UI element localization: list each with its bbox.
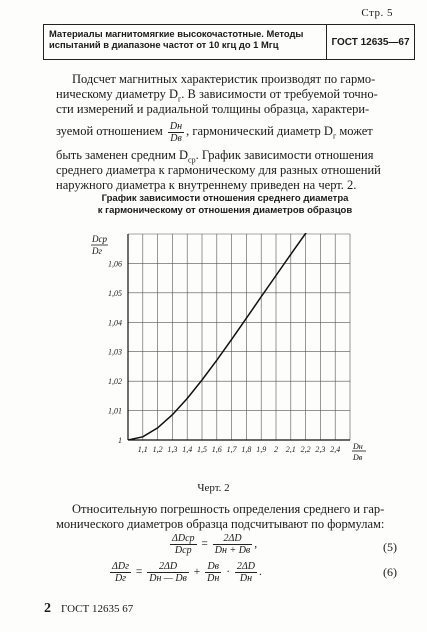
x-tick-label: 1,2 <box>152 445 163 454</box>
x-tick-label: 1,5 <box>197 445 207 454</box>
f6-term2 <box>205 561 221 584</box>
x-tick-label: 2,4 <box>330 445 341 454</box>
x-tick-label: 1,3 <box>167 445 178 454</box>
x-tick-label: 1,6 <box>211 445 222 454</box>
p1-line4-c: может <box>336 124 373 138</box>
formula-5 <box>168 533 257 556</box>
f6-t1-den: Dн — Dв <box>149 573 187 584</box>
f6-t3-den: Dн <box>239 573 253 584</box>
x-tick-label: 2,2 <box>300 445 311 454</box>
y-axis-label-den: Dг <box>92 246 103 256</box>
p1-line5-rest: . График зависимости отношения <box>195 148 374 162</box>
f5-rhs-den: Dн + Dв <box>214 545 251 556</box>
paragraph-1-line7: наружного диаметра к внутреннему приведен на черт. 2. <box>56 178 357 192</box>
f5-lhs <box>170 533 197 556</box>
paragraph-1-line6: среднего диаметра к гармоническому для разных отношений <box>56 163 381 177</box>
f6-t2-den: Dн <box>207 573 220 584</box>
footer-standard: ГОСТ 12635 67 <box>61 603 134 615</box>
page-footer <box>44 601 133 617</box>
f5-lhs-den: Dср <box>174 545 192 556</box>
p1-line5-sub: ср <box>188 155 196 165</box>
x-tick-label: 2,3 <box>315 445 326 454</box>
chart-axes <box>128 234 350 440</box>
x-tick-label: 1,7 <box>226 445 237 454</box>
paragraph-1-line1: Подсчет магнитных характеристик производят по гармо- <box>72 72 376 86</box>
x-tick-label: 1,9 <box>256 445 267 454</box>
document-header <box>43 24 415 60</box>
formula-6 <box>108 561 262 584</box>
y-tick-label: 1,04 <box>108 318 122 328</box>
x-tick-label: 2,1 <box>285 445 296 454</box>
chart-title-line2: к гармоническому от отношения диаметров образцов <box>97 205 353 216</box>
chart-title-line1: График зависимости отношения среднего диаметра <box>101 193 349 204</box>
f5-rhs-num: 2ΔD <box>213 533 253 545</box>
x-axis-label-den: Dв <box>353 453 363 462</box>
f6-t1-num: 2ΔD <box>147 561 189 573</box>
p1-line4-b: , гармонический диаметр D <box>186 124 333 138</box>
f6-plus: + <box>193 566 201 579</box>
figure-caption: Черт. 2 <box>197 482 230 494</box>
paragraph-2-line2: монического диаметров образца подсчитывают по формулам: <box>56 517 385 531</box>
p1-line5-text: быть заменен средним D <box>56 148 189 162</box>
y-axis-label-num: Dср <box>92 234 107 244</box>
x-tick-label: 1,1 <box>137 445 148 454</box>
f6-t2-num: Dв <box>205 561 221 573</box>
x-tick-label: 1,8 <box>241 445 252 454</box>
y-tick-label: 1,02 <box>108 377 122 387</box>
f5-tail: , <box>254 538 258 551</box>
chart-grid <box>128 234 350 440</box>
p1-line2-sub: г <box>177 94 182 104</box>
p1-line2-rest: . В зависимости от требуемой точно- <box>181 87 378 101</box>
ratio-den: Dв <box>170 132 182 144</box>
formula-6-number: (6) <box>383 565 397 579</box>
y-tick-label: 1,05 <box>108 288 122 298</box>
ratio-num: Dн <box>169 120 183 132</box>
paragraph-1-line4 <box>56 118 411 150</box>
f5-eq: = <box>201 538 208 551</box>
footer-page-number: 2 <box>44 601 51 616</box>
f6-tail: . <box>259 566 262 579</box>
f6-lhs-den: Dг <box>114 573 127 584</box>
chart-svg <box>80 222 370 468</box>
x-tick-label: 2 <box>274 445 278 454</box>
header-standard-code: ГОСТ 12635—67 <box>331 36 410 48</box>
f6-dot: · <box>226 566 231 579</box>
f6-lhs <box>110 561 131 584</box>
x-axis-label-num: Dн <box>353 442 363 451</box>
f6-eq: = <box>135 566 143 579</box>
p1-line2-text: ническому диаметру D <box>56 87 178 101</box>
y-tick-label: 1,06 <box>108 259 122 269</box>
paragraph-1-line3: сти измерений и радиальной толщины образца, характери- <box>56 102 370 116</box>
f5-lhs-num: ΔDср <box>172 533 195 544</box>
f6-term3 <box>235 561 257 584</box>
f6-t3-num: 2ΔD <box>236 561 256 572</box>
y-tick-label: 1 <box>118 436 122 445</box>
p1-line4-a: зуемой отношением <box>56 124 163 138</box>
p1-line4-sub: г <box>332 131 337 141</box>
x-tick-label: 1,4 <box>182 445 193 454</box>
paragraph-2-line1: Относительную погрешность определения среднего и гар- <box>72 502 385 516</box>
y-tick-label: 1,03 <box>108 347 122 357</box>
y-tick-label: 1,01 <box>108 406 122 416</box>
formula-5-number: (5) <box>383 540 397 554</box>
header-title-line1: Материалы магнитомягкие высокочастотные. Методы <box>49 28 304 39</box>
chart-axis-labels <box>91 234 366 462</box>
page-number-top: Стр. 5 <box>361 7 393 19</box>
header-title <box>44 25 327 59</box>
f5-rhs <box>213 533 253 556</box>
chart-lines <box>128 222 350 440</box>
ratio-fraction <box>168 121 184 144</box>
chart-title <box>90 193 360 217</box>
series-line <box>128 222 350 440</box>
header-title-line2: испытаний в диапазоне частот от 10 кгц до 1 Мгц <box>49 39 279 50</box>
f6-term1 <box>147 561 189 584</box>
f6-lhs-num: ΔDг <box>112 561 129 572</box>
